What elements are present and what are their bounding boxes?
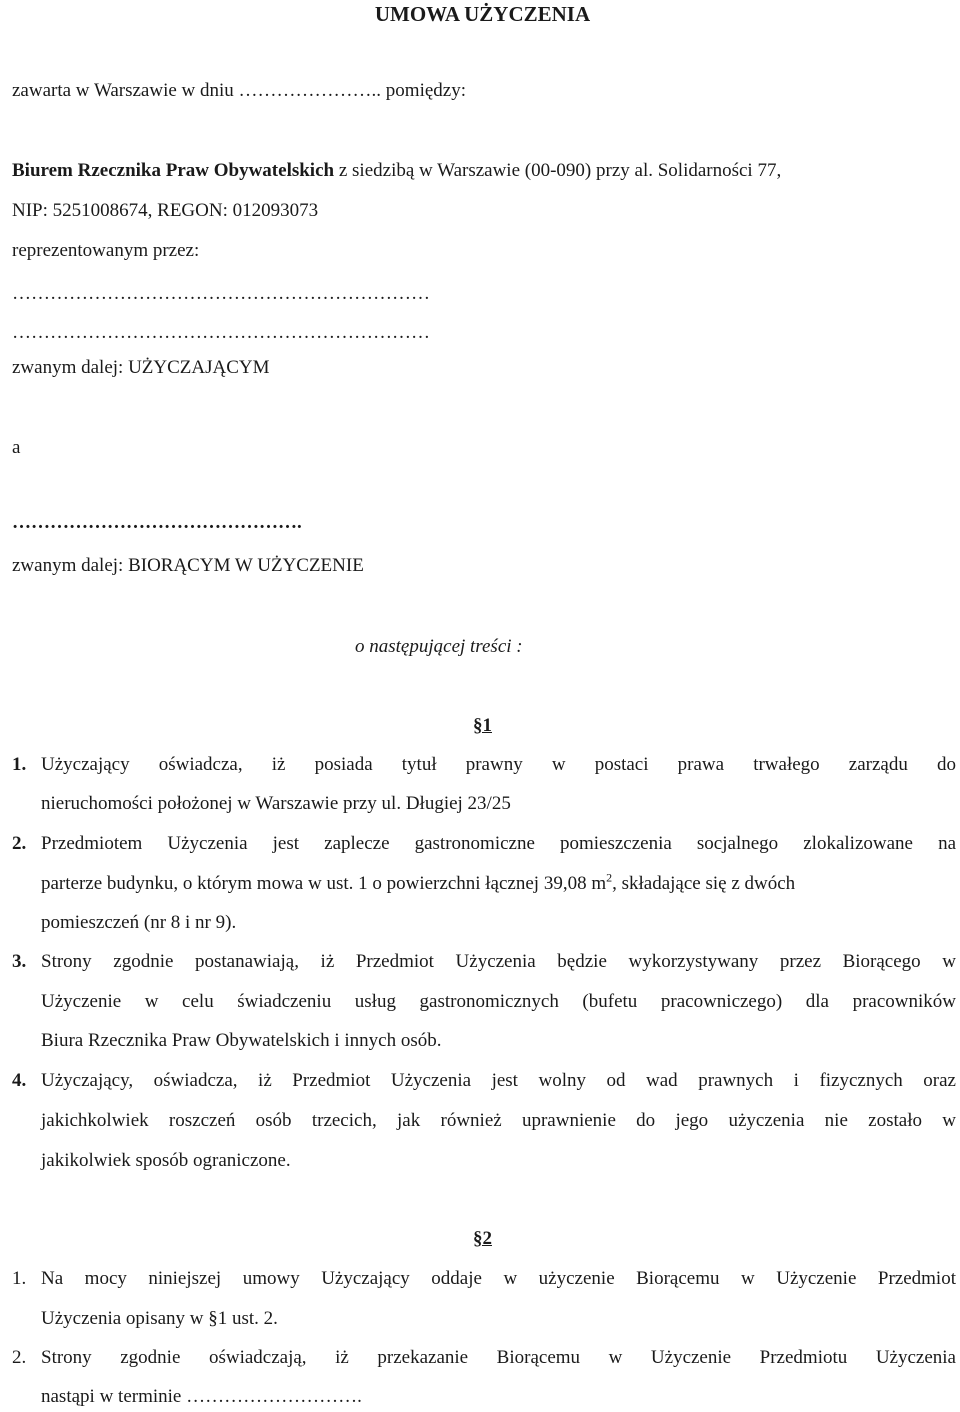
item-text-line: nieruchomości położonej w Warszawie przy ul. Długiej 23/25: [41, 793, 511, 814]
item-number: 2.: [12, 1347, 27, 1368]
item-text-line: Strony zgodnie postanawiają, iż Przedmiot Użyczenia będzie wykorzystywany przez Biorącego w: [41, 951, 956, 972]
item-number: 3.: [12, 951, 27, 972]
item-text-line: jakichkolwiek roszczeń osób trzecich, jak również uprawnienie do jego użyczenia nie zostało w: [41, 1110, 956, 1131]
party1-ids: NIP: 5251008674, REGON: 012093073: [12, 200, 319, 221]
party1-line: [12, 160, 781, 182]
representative-dots-line: …………………………………………………………: [12, 283, 430, 304]
party1-designation: zwanym dalej: UŻYCZAJĄCYM: [12, 357, 270, 378]
item-text-line: Użyczenia opisany w §1 ust. 2.: [41, 1308, 278, 1329]
place-date-line: zawarta w Warszawie w dniu ………………….. pomiędzy:: [12, 80, 467, 101]
representative-dots-line: …………………………………………………………: [12, 322, 430, 343]
conjunction-and: a: [12, 437, 21, 458]
item-text-line: Strony zgodnie oświadczają, iż przekazanie Biorącemu w Użyczenie Przedmiotu Użyczenia: [41, 1347, 956, 1368]
item-number: 4.: [12, 1070, 27, 1091]
item-text-line: jakikolwiek sposób ograniczone.: [41, 1150, 291, 1171]
item-text-line: Przedmiotem Użyczenia jest zaplecze gastronomiczne pomieszczenia socjalnego zlokalizowane na: [41, 833, 956, 854]
item-text-line: Użyczenie w celu świadczeniu usług gastronomicznych (bufetu pracowniczego) dla pracowników: [41, 991, 956, 1012]
superscript: 2: [606, 870, 613, 885]
represented-by-label: reprezentowanym przez:: [12, 240, 200, 261]
following-content-label: o następującej treści :: [355, 636, 523, 657]
party2-designation: zwanym dalej: BIORĄCYM W UŻYCZENIE: [12, 555, 364, 576]
item-text-line: Użyczający, oświadcza, iż Przedmiot Użyczenia jest wolny od wad prawnych i fizycznych oraz: [41, 1070, 956, 1091]
section-2-heading: §2: [473, 1228, 492, 1249]
party1-address: z siedzibą w Warszawie (00-090) przy al. Solidarności 77,: [334, 160, 782, 181]
item-text-line: parterze budynku, o którym mowa w ust. 1 o powierzchni łącznej 39,08 $m^2$, składające się z dwóch: [41, 870, 796, 894]
item-text-line: pomieszczeń (nr 8 i nr 9).: [41, 912, 237, 933]
section-1-heading: §1: [473, 715, 492, 736]
party2-dots-line: ……………………………………….: [12, 512, 302, 533]
party1-name: Biurem Rzecznika Praw Obywatelskich: [12, 160, 335, 181]
item-number: 1.: [12, 754, 27, 775]
item-text-line: Na mocy niniejszej umowy Użyczający oddaje w użyczenie Biorącemu w Użyczenie Przedmiot: [41, 1268, 956, 1289]
item-text-line: Biura Rzecznika Praw Obywatelskich i innych osób.: [41, 1030, 442, 1051]
document-title: UMOWA UŻYCZENIA: [374, 2, 591, 26]
item-text-line: Użyczający oświadcza, iż posiada tytuł prawny w postaci prawa trwałego zarządu do: [41, 754, 956, 775]
item-number: 2.: [12, 833, 27, 854]
item-number: 1.: [12, 1268, 27, 1289]
item-text-line: nastąpi w terminie ……………………….: [41, 1386, 362, 1407]
